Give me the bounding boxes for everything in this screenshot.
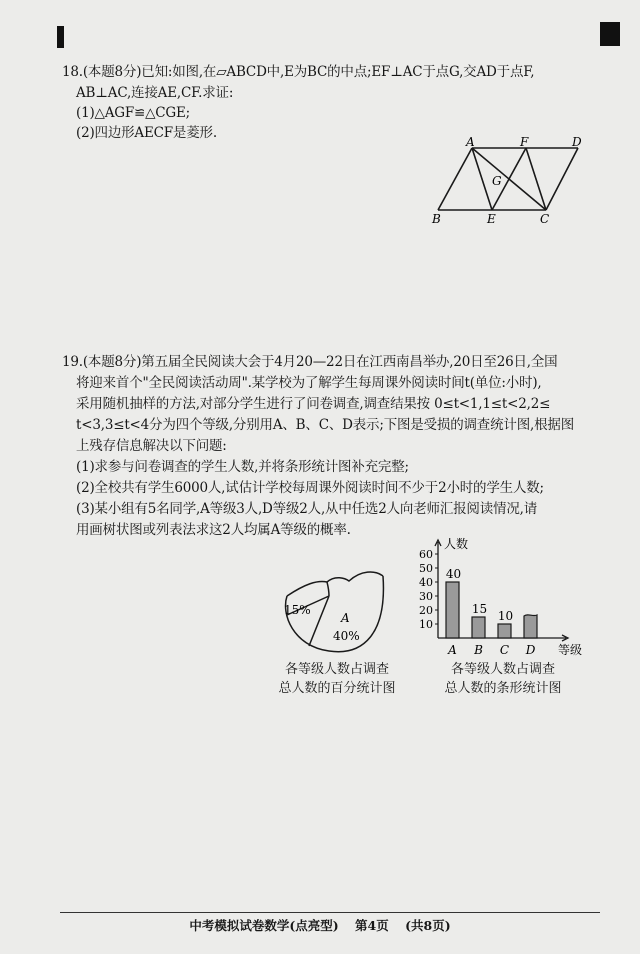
bar-category-label: A bbox=[448, 643, 457, 657]
binding-mark-left bbox=[57, 26, 64, 48]
bar-mark-B bbox=[472, 617, 485, 638]
bar-category-label: B bbox=[474, 643, 483, 657]
bar-category-label: D bbox=[525, 643, 536, 657]
label-A: A bbox=[466, 135, 475, 149]
bar-mark-A bbox=[446, 582, 459, 638]
q19-line-7: (2)全校共有学生6000人,试估计学校每周课外阅读时间不少于2小时的学生人数; bbox=[76, 480, 544, 496]
bar-y-tick-label: 30 bbox=[419, 590, 433, 603]
pie-label-40pct: 40% bbox=[333, 629, 360, 643]
q18-line-1: 18.(本题8分)已知:如图,在▱ABCD中,E为BC的中点;EF⊥AC于点G,交AD于点F, bbox=[62, 64, 535, 80]
label-F: F bbox=[520, 135, 529, 149]
pie-label-15pct: 15% bbox=[284, 603, 311, 617]
bar-data-label-B: 15 bbox=[471, 602, 488, 616]
q19-line-5: 上残存信息解决以下问题: bbox=[76, 438, 227, 454]
q19-line-4: t<3,3≤t<4分为四个等级,分别用A、B、C、D表示;下图是受损的调查统计图,根据图 bbox=[76, 417, 574, 433]
bar-y-title: 人数 bbox=[444, 537, 469, 551]
q19-line-2: 将迎来首个"全民阅读活动周".某学校为了解学生每周课外阅读时间t(单位:小时), bbox=[76, 375, 542, 391]
footer-title: 中考模拟试卷数学(点亮型) bbox=[189, 918, 339, 933]
bar-y-tick-label: 10 bbox=[419, 618, 433, 631]
pie-caption-line-1: 各等级人数占调查 bbox=[284, 662, 389, 677]
q19-line-9: 用画树状图或列表法求这2人均属A等级的概率. bbox=[76, 522, 351, 538]
q18-line-3: (1)△AGF≌△CGE; bbox=[76, 105, 191, 121]
label-G: G bbox=[492, 174, 502, 188]
footer-total: (共8页) bbox=[405, 918, 451, 933]
q19-line-6: (1)求参与问卷调查的学生人数,并将条形统计图补充完整; bbox=[76, 459, 409, 475]
q19-line-1: 19.(本题8分)第五届全民阅读大会于4月20—22日在江西南昌举办,20日至26日,全国 bbox=[62, 354, 558, 370]
q18-line-4: (2)四边形AECF是菱形. bbox=[76, 125, 217, 141]
bar-x-title: 等级 bbox=[558, 643, 583, 657]
pie-label-A: A bbox=[341, 611, 350, 625]
bar-category-label: C bbox=[499, 643, 510, 657]
footer-rule bbox=[60, 912, 600, 913]
corner-mark-right bbox=[600, 22, 620, 46]
parallelogram-figure bbox=[428, 134, 598, 226]
bar-mark-C bbox=[498, 624, 511, 638]
label-C: C bbox=[540, 212, 550, 226]
bar-data-label-A: 40 bbox=[445, 567, 462, 581]
footer-page: 第4页 bbox=[355, 918, 389, 933]
q19-line-3: 采用随机抽样的方法,对部分学生进行了问卷调查,调查结果按 0≤t<1,1≤t<2,2≤ bbox=[76, 396, 551, 412]
label-E: E bbox=[487, 212, 496, 226]
page-footer bbox=[0, 916, 640, 934]
bar-caption-line-2: 总人数的条形统计图 bbox=[444, 681, 562, 696]
pie-chart bbox=[275, 566, 400, 658]
bar-y-tick-label: 60 bbox=[419, 548, 433, 561]
pie-caption-line-2: 总人数的百分统计图 bbox=[278, 681, 396, 696]
q19-line-8: (3)某小组有5名同学,A等级3人,D等级2人,从中任选2人向老师汇报阅读情况,请 bbox=[76, 501, 538, 517]
bar-mark-D-damaged bbox=[524, 615, 537, 638]
bar-y-tick-label: 40 bbox=[419, 576, 433, 589]
label-B: B bbox=[432, 212, 441, 226]
q18-line-2: AB⊥AC,连接AE,CF.求证: bbox=[76, 85, 234, 101]
bar-y-tick-label: 20 bbox=[419, 604, 433, 617]
bar-caption-line-1: 各等级人数占调查 bbox=[450, 662, 555, 677]
bar-y-tick-label: 50 bbox=[419, 562, 433, 575]
label-D: D bbox=[572, 135, 582, 149]
bar-chart bbox=[416, 536, 588, 660]
bar-data-label-C: 10 bbox=[497, 609, 514, 623]
